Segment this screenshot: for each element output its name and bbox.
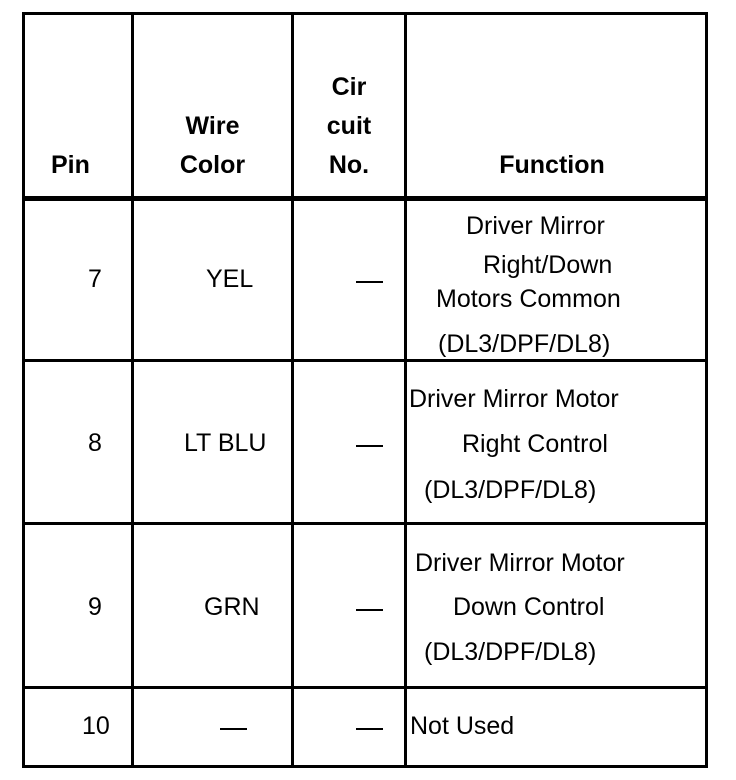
header-pin: Pin	[51, 151, 90, 179]
header-circuit-line2: cuit	[326, 112, 372, 140]
row-circuit-dash	[356, 609, 383, 611]
row-pin: 7	[88, 265, 102, 293]
row-function-line: Right Control	[462, 430, 608, 458]
row-function-line: Not Used	[410, 712, 515, 740]
row-circuit-dash	[356, 728, 383, 730]
column-divider	[404, 12, 407, 768]
header-function: Function	[499, 151, 605, 179]
row-divider	[22, 359, 708, 362]
row-wire-color: YEL	[206, 265, 254, 293]
row-divider	[22, 522, 708, 525]
header-circuit-line3: No.	[328, 151, 370, 179]
row-function-line: Down Control	[453, 593, 605, 621]
row-function-line: (DL3/DPF/DL8)	[424, 476, 597, 504]
row-function-line: (DL3/DPF/DL8)	[424, 638, 597, 666]
row-circuit-dash	[356, 445, 383, 447]
row-circuit-dash	[356, 281, 383, 283]
row-function-line: Driver Mirror Motor	[409, 385, 619, 413]
row-function-line: (DL3/DPF/DL8)	[438, 330, 611, 358]
row-wire-color-dash	[220, 728, 247, 730]
row-pin: 10	[82, 712, 110, 740]
row-function-line: Driver Mirror	[466, 212, 605, 240]
header-wire-color-line1: Wire	[185, 112, 240, 140]
row-pin: 8	[88, 429, 102, 457]
header-circuit-line1: Cir	[331, 73, 367, 101]
row-divider	[22, 686, 708, 689]
header-divider	[22, 196, 708, 201]
row-function-line: Motors Common	[436, 285, 621, 313]
header-wire-color-line2: Color	[179, 151, 246, 179]
row-function-line: Driver Mirror Motor	[415, 549, 625, 577]
row-pin: 9	[88, 593, 102, 621]
row-function-line: Right/Down	[483, 251, 613, 279]
row-wire-color: LT BLU	[184, 429, 267, 457]
row-wire-color: GRN	[204, 593, 260, 621]
